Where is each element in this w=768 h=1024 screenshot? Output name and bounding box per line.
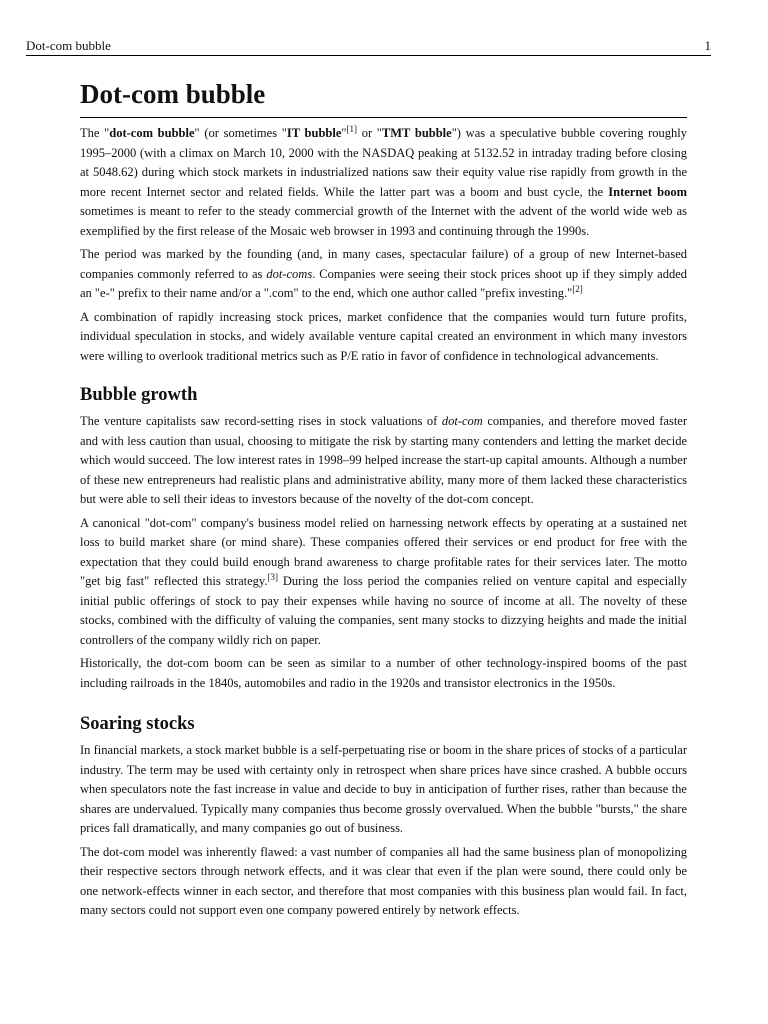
- italic-term: dot-coms: [266, 266, 313, 281]
- citation-link[interactable]: [1]: [346, 124, 357, 134]
- italic-term: dot-com: [441, 414, 483, 428]
- bold-term: Internet boom: [608, 184, 687, 199]
- text-run: The venture capitalists saw record-setting rises in stock valuations of: [80, 414, 442, 428]
- soaring-stocks-paragraph-1: In financial markets, a stock market bubble is a self-perpetuating rise or boom in the share prices of stocks of a particular industry. The term may be used with certainty only in retrospect when share prices have since crashed. A bubble occurs when speculators note the fast increase in value and decide to buy in anticipation of further rises, rather than because the shares are undervalued. Typically many companies thus become grossly overvalued. When the bubble "bursts," the share prices fall dramatically, and many companies go out of business.: [80, 743, 687, 835]
- article-title: Dot-com bubble: [80, 77, 687, 118]
- citation-link[interactable]: [2]: [572, 284, 583, 294]
- text-run: ": [341, 126, 347, 140]
- bold-term: dot-com bubble: [109, 126, 195, 140]
- running-header: [26, 38, 711, 56]
- bubble-growth-paragraph-3: Historically, the dot-com boom can be seen as similar to a number of other technology-inspired booms of the past including railroads in the 1840s, automobiles and radio in the 1920s and transistor electronics in the 1950s.: [80, 656, 687, 690]
- section-heading-bubble-growth: Bubble growth: [80, 385, 198, 405]
- bold-term: TMT bubble: [381, 126, 452, 140]
- soaring-stocks-paragraph-2: The dot-com model was inherently flawed: a vast number of companies all had the same business plan of monopolizing their respective sectors through network effects, and it was clear that even if the plan were sound, there could only be one network-effects winner in each sector, and therefore that most companies with this business plan would fail. In fact, many sectors could not support even one company powered entirely by network effects.: [80, 844, 687, 917]
- text-run: The period was marked by the founding (and, in many cases, spectacular failure) of a group of new Internet-based companies commonly referred to as: [80, 247, 687, 281]
- text-run: A canonical "dot-com" company's business model relied on harnessing network effects by operating at a sustained net loss to build market share (or mind share). These companies offered their services or end product for free with the expectation that they could build enough brand awareness to charge profitable rates for their services later. The motto "get big fast" reflected this strategy.: [80, 515, 687, 588]
- text-run: The ": [80, 126, 110, 140]
- intro-paragraph-3: A combination of rapidly increasing stock prices, market confidence that the companies would turn future profits, individual speculation in stocks, and widely available venture capital created an environment in which many investors were willing to overlook traditional metrics such as P/E ratio in favor of confidence in technological advancements.: [80, 309, 687, 363]
- text-run: " (or sometimes ": [194, 126, 287, 140]
- text-run: sometimes is meant to refer to the steady commercial growth of the Internet with the advent of the world wide web as exemplified by the first release of the Mosaic web browser in 1993 and continuing through the 1990s.: [80, 204, 687, 238]
- text-run: or ": [357, 126, 382, 140]
- text-run: ") was a speculative bubble covering roughly 1995–2000 (with a climax on March 10, 2000 with the NASDAQ peaking at 5132.52 in intraday trading before closing at 5048.62) during which stock markets in industrialized nations saw their equity value rise rapidly from growth in the more recent Internet sector and related fields. While the latter part was a boom and bust cycle, the: [80, 126, 688, 199]
- bold-term: IT bubble: [286, 126, 342, 140]
- bubble-growth-paragraph-2: [80, 514, 687, 651]
- text-run: During the loss period the companies relied on venture capital and especially initial public offerings of stock to pay their expenses while having no source of income at all. The novelty of these stocks, combined with the difficulty of valuing the companies, sent many stocks to dizzying heights and made the initial controllers of the company wildly rich on paper.: [80, 574, 687, 647]
- intro-paragraph-2: [80, 245, 687, 304]
- bubble-growth-paragraph-1: [80, 412, 687, 510]
- text-run: . Companies were seeing their stock prices shoot up if they simply added an "e-" prefix to their name and/or a ".com" to the end, which one author called "prefix investing.": [80, 266, 687, 300]
- intro-paragraph-1: [80, 124, 687, 241]
- text-run: companies, and therefore moved faster and with less caution than usual, choosing to mitigate the risk by starting many contenders and letting the market decide which would succeed. The low interest rates in 1998–99 helped increase the start-up capital amounts. Although a number of these new entrepreneurs had realistic plans and administrative ability, many more of them lacked these characteristics but were able to sell their ideas to investors because of the novelty of the dot-com concept.: [80, 414, 688, 506]
- article-body: [80, 77, 687, 921]
- page-number: 1: [704, 38, 711, 53]
- section-heading-soaring-stocks: Soaring stocks: [80, 714, 195, 734]
- running-title: Dot-com bubble: [26, 38, 111, 53]
- citation-link[interactable]: [3]: [267, 572, 278, 582]
